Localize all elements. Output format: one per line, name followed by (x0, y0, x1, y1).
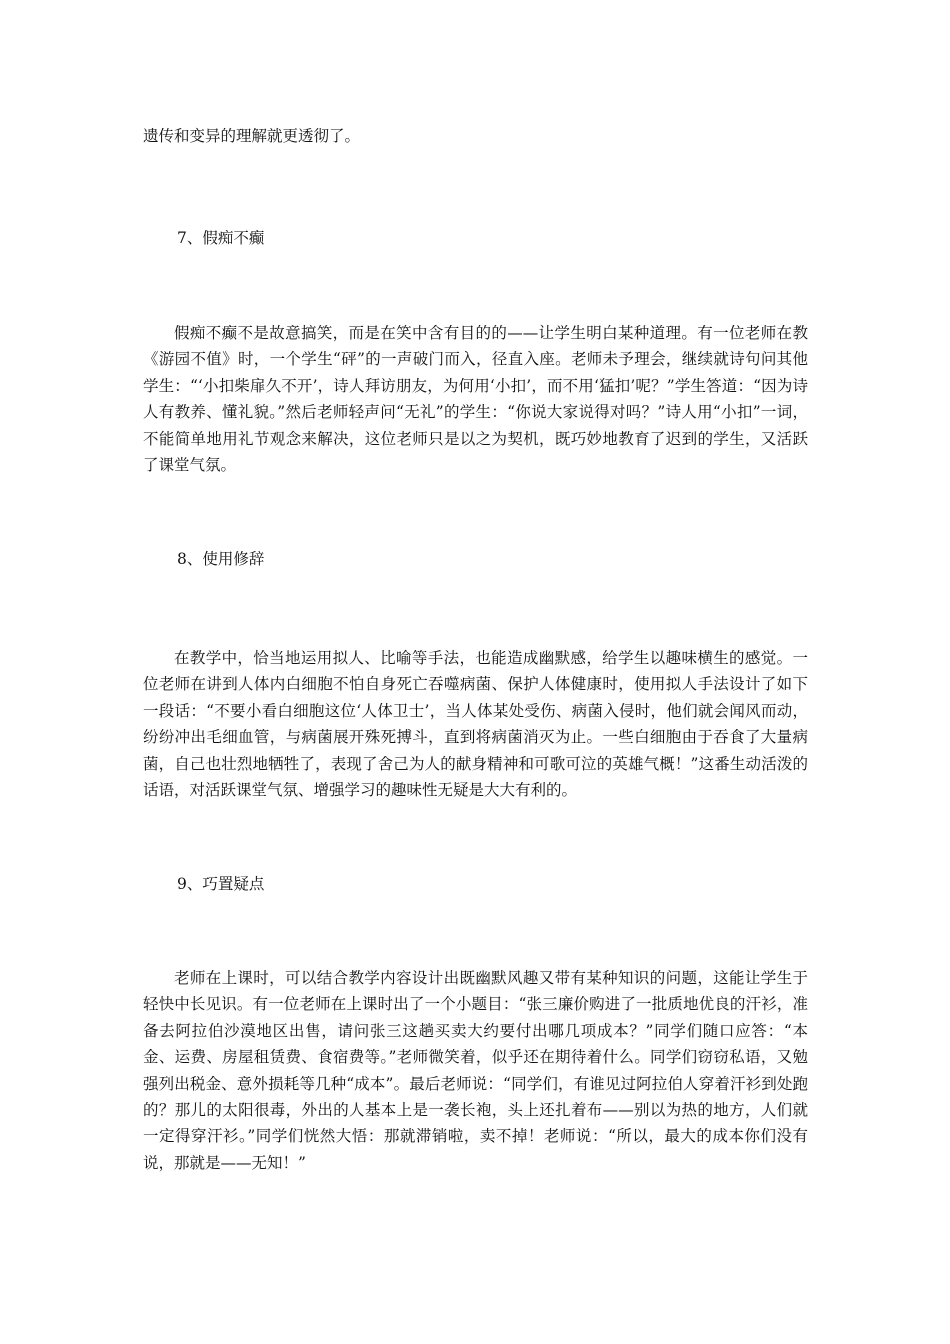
section-body-9: 老师在上课时，可以结合教学内容设计出既幽默风趣又带有某种知识的问题，这能让学生于轻快中长见识。有一位老师在上课时出了一个小题目：“张三廉价购进了一批质地优良的汗衫，准备去阿拉伯沙漠地区出售，请问张三这趟买卖大约要付出哪几项成本？”同学们随口应答：“本金、运费、房屋租赁费、食宿费等。”老师微笑着，似乎还在期待着什么。同学们窃窃私语，又勉强列出税金、意外损耗等几种“成本”。最后老师说：“同学们，有谁见过阿拉伯人穿着汗衫到处跑的？那儿的太阳很毒，外出的人基本上是一袭长袍，头上还扎着布——别以为热的地方，人们就一定得穿汗衫。”同学们恍然大悟：那就滞销啦，卖不掉！老师说：“所以，最大的成本你们没有说，那就是——无知！” (143, 969, 808, 1172)
section-heading-7: 7、假痴不癫 (177, 229, 265, 247)
section-body-7: 假痴不癫不是故意搞笑，而是在笑中含有目的的——让学生明白某种道理。有一位老师在教《游园不值》时，一个学生“砰”的一声破门而入，径直入座。老师未予理会，继续就诗句问其他学生：“‘小扣柴扉久不开’，诗人拜访朋友，为何用‘小扣’，而不用‘猛扣’呢？”学生答道：“因为诗人有教养、懂礼貌。”然后老师轻声问“无礼”的学生：“你说大家说得对吗？”诗人用“小扣”一词，不能简单地用礼节观念来解决，这位老师只是以之为契机，既巧妙地教育了迟到的学生，又活跃了课堂气氛。 (143, 324, 808, 475)
section-heading-9: 9、巧置疑点 (177, 875, 265, 893)
section-heading-8: 8、使用修辞 (177, 550, 265, 568)
continuation-text: 遗传和变异的理解就更透彻了。 (143, 127, 361, 145)
section-body-8: 在教学中，恰当地运用拟人、比喻等手法，也能造成幽默感，给学生以趣味横生的感觉。一位老师在讲到人体内白细胞不怕自身死亡吞噬病菌、保护人体健康时，使用拟人手法设计了如下一段话：“不要小看白细胞这位‘人体卫士’，当人体某处受伤、病菌入侵时，他们就会闻风而动，纷纷冲出毛细血管，与病菌展开殊死搏斗，直到将病菌消灭为止。一些白细胞由于吞食了大量病菌，自己也壮烈地牺牲了，表现了舍己为人的献身精神和可歌可泣的英雄气概！”这番生动活泼的话语，对活跃课堂气氛、增强学习的趣味性无疑是大大有利的。 (143, 649, 808, 800)
